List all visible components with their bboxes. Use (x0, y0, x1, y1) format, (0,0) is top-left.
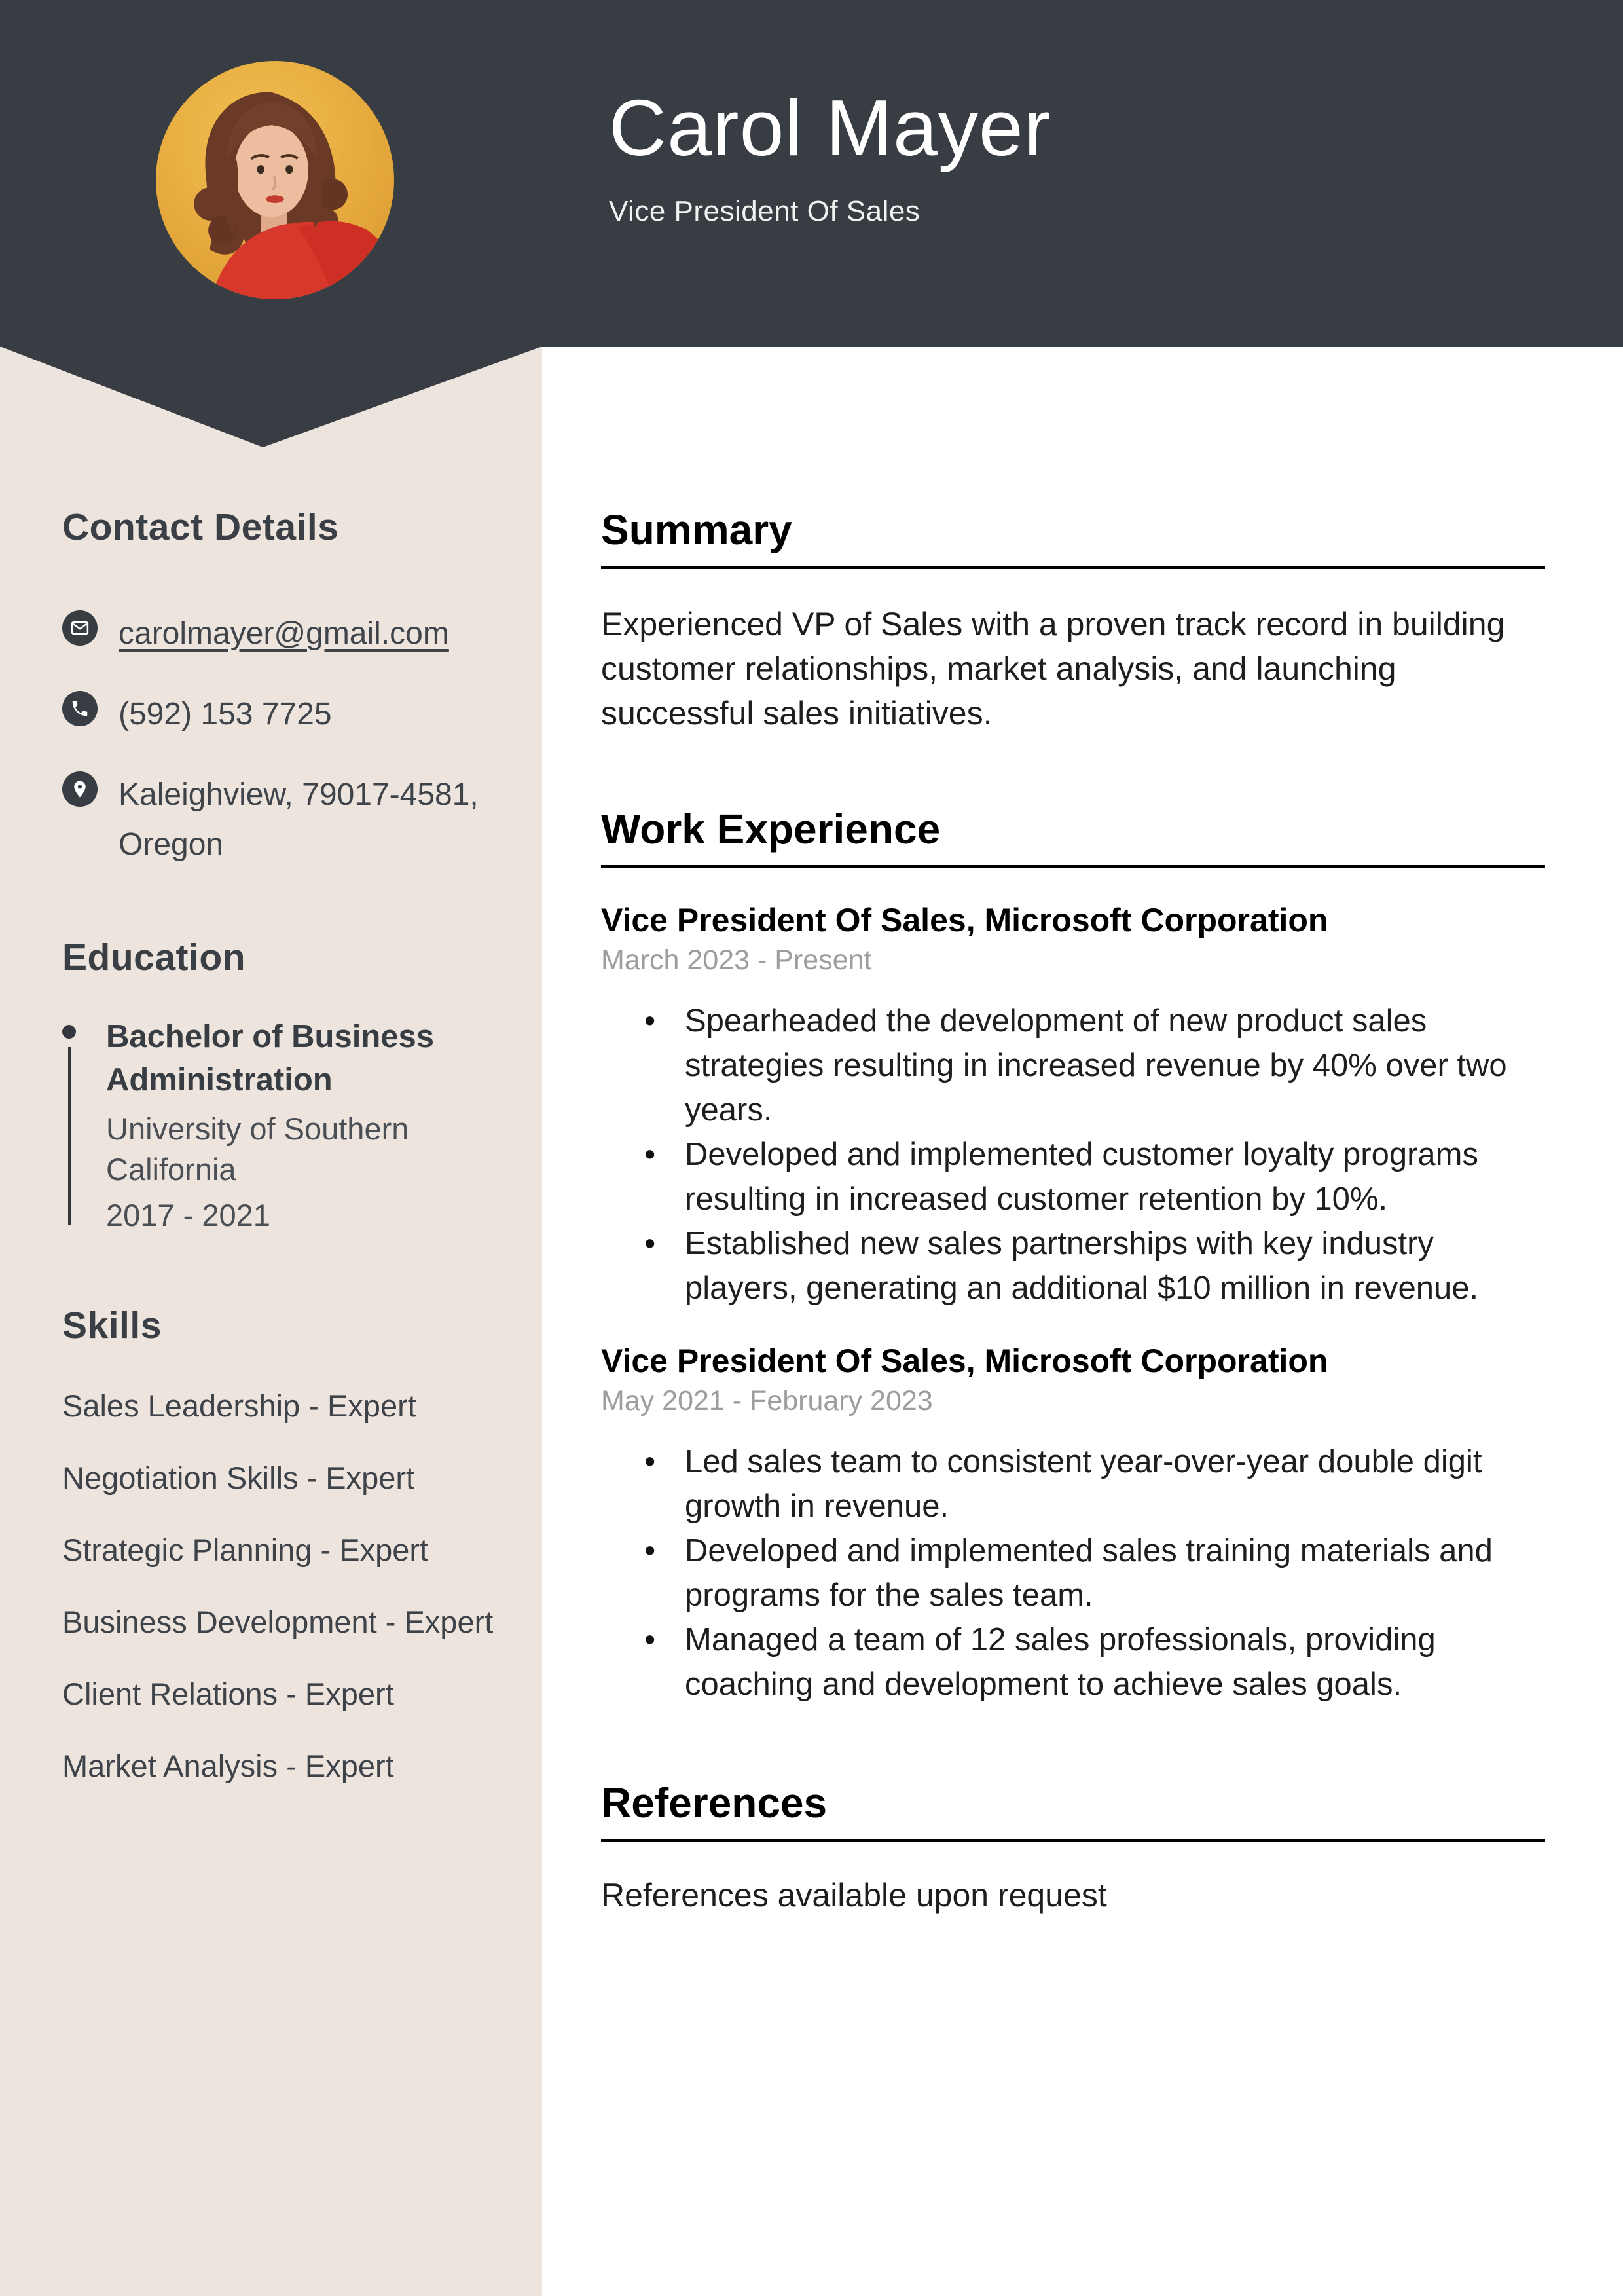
skill-item: Business Development - Expert (62, 1604, 494, 1640)
job-bullet: • Led sales team to consistent year-over-year double digit growth in revenue. (601, 1439, 1545, 1528)
skill-item: Market Analysis - Expert (62, 1749, 394, 1784)
profile-photo (156, 61, 394, 299)
education-school: University of Southern California (106, 1111, 409, 1187)
contact-row-location (62, 770, 516, 871)
education-degree: Bachelor of Business Administration (106, 1019, 435, 1098)
references-text: References available upon request (601, 1877, 1107, 1914)
location-value: Kaleighview, 79017-4581, Oregon (119, 777, 479, 862)
job-bullet-list (601, 999, 1545, 1310)
timeline-dot-icon (62, 1025, 76, 1039)
phone-icon (62, 691, 98, 726)
contact-row-phone (62, 690, 516, 740)
timeline-line (68, 1047, 71, 1225)
job-title: Vice President Of Sales, Microsoft Corporation (601, 902, 1328, 938)
skill-item: Negotiation Skills - Expert (62, 1460, 415, 1496)
job-dates: March 2023 - Present (601, 944, 872, 976)
main-content (542, 347, 1623, 1914)
references-heading: References (601, 1779, 1545, 1842)
job-bullet: • Developed and implemented customer loyalty programs resulting in increased customer retention by 10%. (601, 1132, 1545, 1221)
education-dates: 2017 - 2021 (106, 1198, 270, 1233)
summary-text: Experienced VP of Sales with a proven track record in building customer relationships, market analysis, and launching successful sales initiatives. (601, 606, 1505, 731)
contact-row-email (62, 609, 516, 659)
skill-item: Client Relations - Expert (62, 1676, 394, 1712)
job-bullet: • Developed and implemented sales training materials and programs for the sales team. (601, 1528, 1545, 1618)
work-experience-heading: Work Experience (601, 805, 1545, 868)
job-bullet-list (601, 1439, 1545, 1707)
summary-heading: Summary (601, 506, 1545, 569)
job-bullet: • Spearheaded the development of new product sales strategies resulting in increased revenue by 40% over two years. (601, 999, 1545, 1132)
education-heading: Education (62, 936, 246, 979)
references-section (601, 1779, 1545, 1914)
work-experience-section (601, 805, 1545, 1707)
job-bullet: • Established new sales partnerships with key industry players, generating an additional $10 million in revenue. (601, 1221, 1545, 1310)
skill-item: Strategic Planning - Expert (62, 1532, 429, 1568)
education-entry (62, 1016, 516, 1233)
education-section (62, 936, 516, 1233)
skill-item: Sales Leadership - Expert (62, 1388, 416, 1424)
skills-heading: Skills (62, 1305, 162, 1347)
email-link[interactable]: carolmayer@gmail.com (119, 616, 449, 651)
header-text (609, 84, 1051, 228)
phone-value: (592) 153 7725 (119, 696, 332, 731)
person-name: Carol Mayer (609, 83, 1051, 172)
job-entry (601, 901, 1545, 1310)
skills-section (62, 1304, 516, 1784)
location-icon (62, 771, 98, 807)
job-entry (601, 1342, 1545, 1707)
summary-section (601, 506, 1545, 735)
contact-heading: Contact Details (62, 506, 339, 548)
person-title: Vice President Of Sales (609, 195, 921, 228)
portrait-illustration (156, 61, 394, 299)
email-icon (62, 610, 98, 646)
job-dates: May 2021 - February 2023 (601, 1385, 933, 1416)
job-bullet: • Managed a team of 12 sales professionals, providing coaching and development to achieve sales goals. (601, 1618, 1545, 1707)
contact-section (62, 506, 516, 870)
job-title: Vice President Of Sales, Microsoft Corporation (601, 1342, 1328, 1379)
